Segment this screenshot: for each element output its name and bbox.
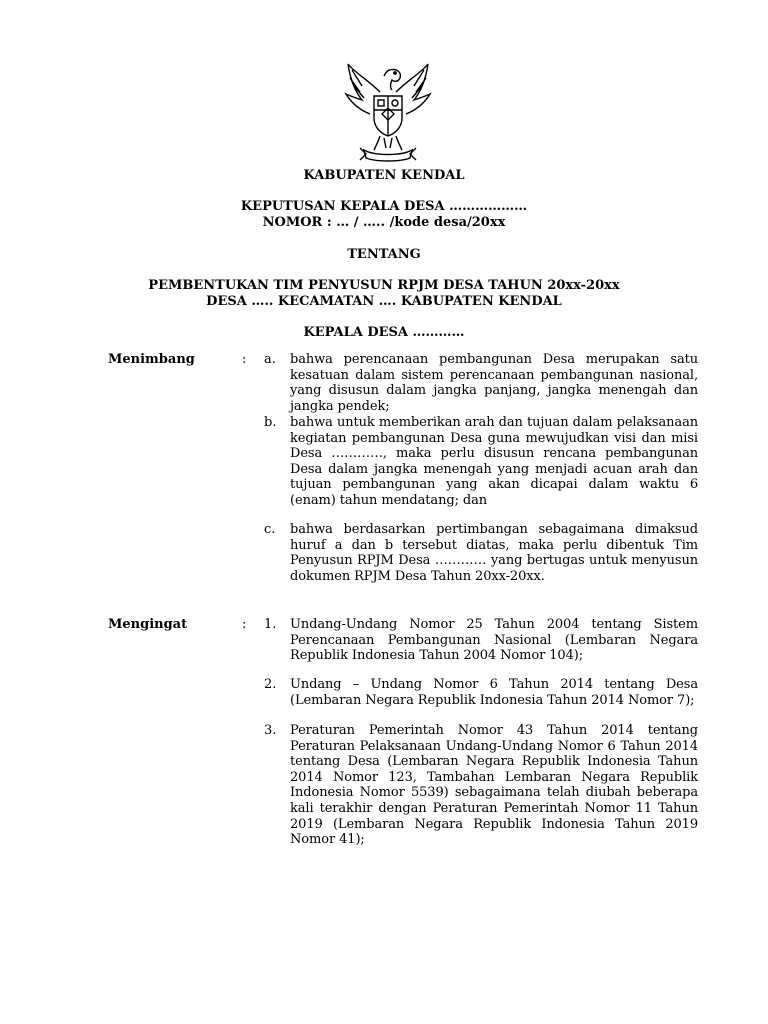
mengingat-label: Mengingat	[108, 617, 188, 632]
subject-line-1: PEMBENTUKAN TIM PENYUSUN RPJM DESA TAHUN 20xx-20xx	[148, 278, 620, 293]
menimbang-colon: :	[242, 352, 247, 367]
decree-title: KEPUTUSAN KEPALA DESA ………………	[240, 199, 528, 214]
menimbang-mark-c: c.	[264, 522, 276, 537]
menimbang-label: Menimbang	[108, 352, 195, 367]
about-heading: TENTANG	[347, 247, 421, 262]
menimbang-mark-a: a.	[264, 352, 276, 367]
decree-number: NOMOR : … / ….. /kode desa/20xx	[262, 215, 506, 230]
mengingat-mark-3: 3.	[264, 723, 277, 738]
mengingat-mark-1: 1.	[264, 617, 277, 632]
menimbang-mark-b: b.	[264, 415, 277, 430]
mengingat-item-3: Peraturan Pemerintah Nomor 43 Tahun 2014 tentang Peraturan Pelaksanaan Undang-Undang Nomor 6 Tahun 2014 tentang Desa (Lembaran Negara Republik Indonesia Tahun 2014 Nomor 123, Tambahan Lembaran Negara Republik Indonesia Nomor 5539) sebagaimana telah diubah beberapa kali terakhir dengan Peraturan Pemerintah Nomor 11 Tahun 2019 (Lembaran Negara Republik Indonesia Tahun 2019 Nomor 41);	[290, 723, 698, 848]
mengingat-colon: :	[242, 617, 247, 632]
menimbang-item-b: bahwa untuk memberikan arah dan tujuan dalam pelaksanaan kegiatan pembangunan Desa guna mewujudkan visi dan misi Desa …………, maka perlu disusun rencana pembangunan Desa dalam jangka menengah yang menjadi acuan arah dan tujuan pembangunan yang akan dicapai dalam waktu 6 (enam) tahun mendatang; dan	[290, 415, 698, 508]
menimbang-item-c: bahwa berdasarkan pertimbangan sebagaimana dimaksud huruf a dan b tersebut diatas, maka perlu dibentuk Tim Penyusun RPJM Desa ………… yang bertugas untuk menyusun dokumen RPJM Desa Tahun 20xx-20xx.	[290, 522, 698, 584]
menimbang-item-a: bahwa perencanaan pembangunan Desa merupakan satu kesatuan dalam sistem perencanaan pembangunan nasional, yang disusun dalam jangka panjang, jangka menengah dan jangka pendek;	[290, 352, 698, 414]
issuer-title: KEPALA DESA …………	[303, 325, 465, 340]
mengingat-mark-2: 2.	[264, 677, 277, 692]
garuda-emblem	[340, 56, 436, 166]
regency-name: KABUPATEN KENDAL	[303, 168, 465, 183]
subject-line-2: DESA ….. KECAMATAN …. KABUPATEN KENDAL	[206, 294, 562, 309]
mengingat-item-2: Undang – Undang Nomor 6 Tahun 2014 tentang Desa (Lembaran Negara Republik Indonesia Tahun 2014 Nomor 7);	[290, 677, 698, 708]
mengingat-item-1: Undang-Undang Nomor 25 Tahun 2004 tentang Sistem Perencanaan Pembangunan Nasional (Lembaran Negara Republik Indonesia Tahun 2004 Nomor 104);	[290, 617, 698, 664]
